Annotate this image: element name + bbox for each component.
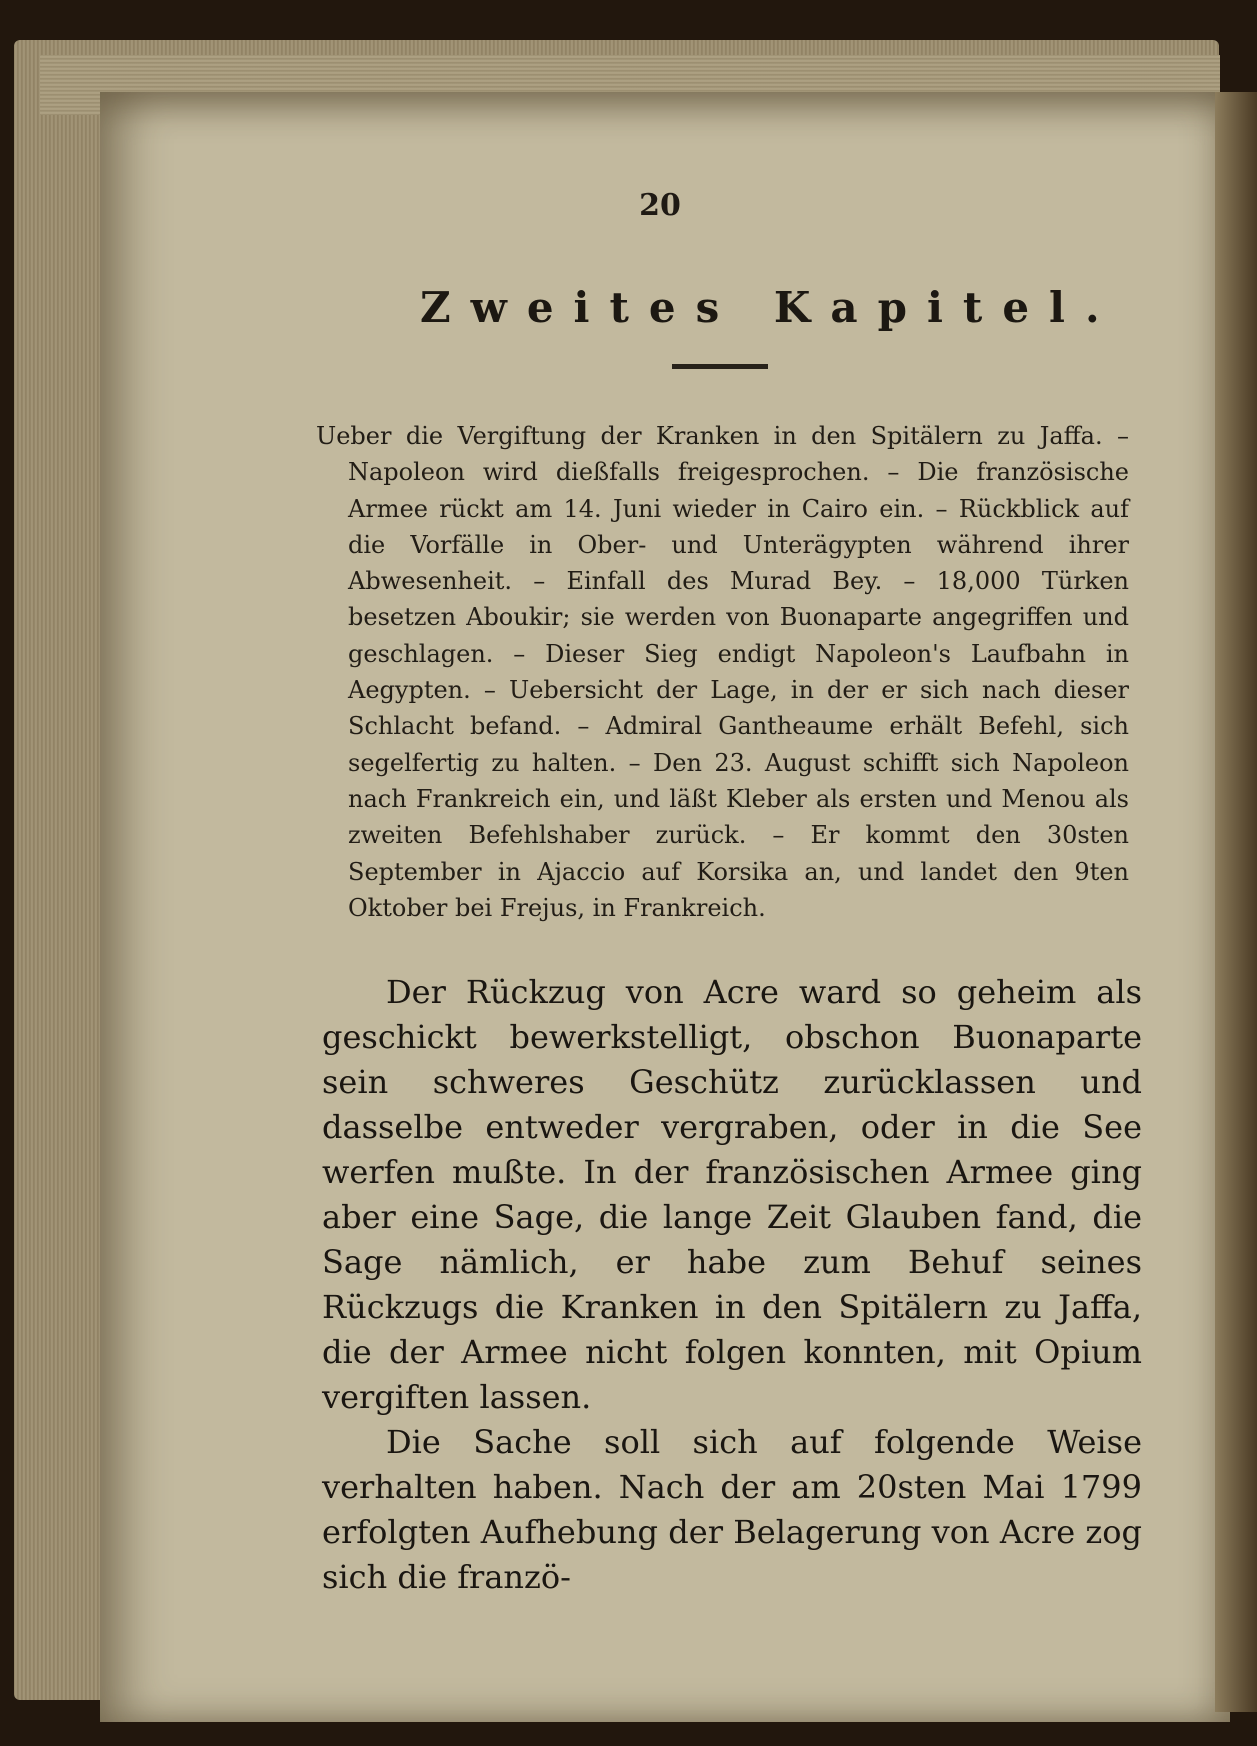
chapter-title: Zweites Kapitel. <box>420 283 1120 332</box>
title-rule <box>672 364 768 369</box>
paragraph: Der Rückzug von Acre ward so geheim als geschickt bewerkstelligt, obschon Buonaparte sein schweres Geschütz zurücklassen und dasselbe entweder vergraben, oder in die See werfen mußte. In der französischen Armee ging aber eine Sage, die lange Zeit Glauben fand, die Sage nämlich, er habe zum Behuf seines Rückzugs die Kranken in den Spitälern zu Jaffa, die der Armee nicht folgen konnten, mit Opium vergiften lassen. <box>322 973 1142 1416</box>
page-number: 20 <box>639 188 681 223</box>
chapter-summary: Ueber die Vergiftung der Kranken in den Spitälern zu Jaffa. – Napoleon wird dießfalls freigesprochen. – Die französische Armee rückt am 14. Juni wieder in Cairo ein. – Rückblick auf die Vorfälle in Ober- und Unterägypten während ihrer Abwesenheit. – Einfall des Murad Bey. – 18,000 Türken besetzen Aboukir; sie werden von Buonaparte angegriffen und geschlagen. – Dieser Sieg endigt Napoleon's Laufbahn in Aegypten. – Uebersicht der Lage, in der er sich nach dieser Schlacht befand. – Admiral Gantheaume erhält Befehl, sich segelfertig zu halten. – Den 23. August schifft sich Napoleon nach Frankreich ein, und läßt Kleber als ersten und Menou als zweiten Befehlshaber zurück. – Er kommt den 30sten September in Ajaccio auf Korsika an, und landet den 9ten Oktober bei Frejus, in Frankreich. <box>316 422 1129 922</box>
book-gutter <box>1215 92 1257 1712</box>
body-text <box>322 970 1142 1600</box>
paragraph: Die Sache soll sich auf folgende Weise verhalten haben. Nach der am 20sten Mai 1799 erfolgten Aufhebung der Belagerung von Acre zog sich die franzö- <box>322 1423 1142 1596</box>
